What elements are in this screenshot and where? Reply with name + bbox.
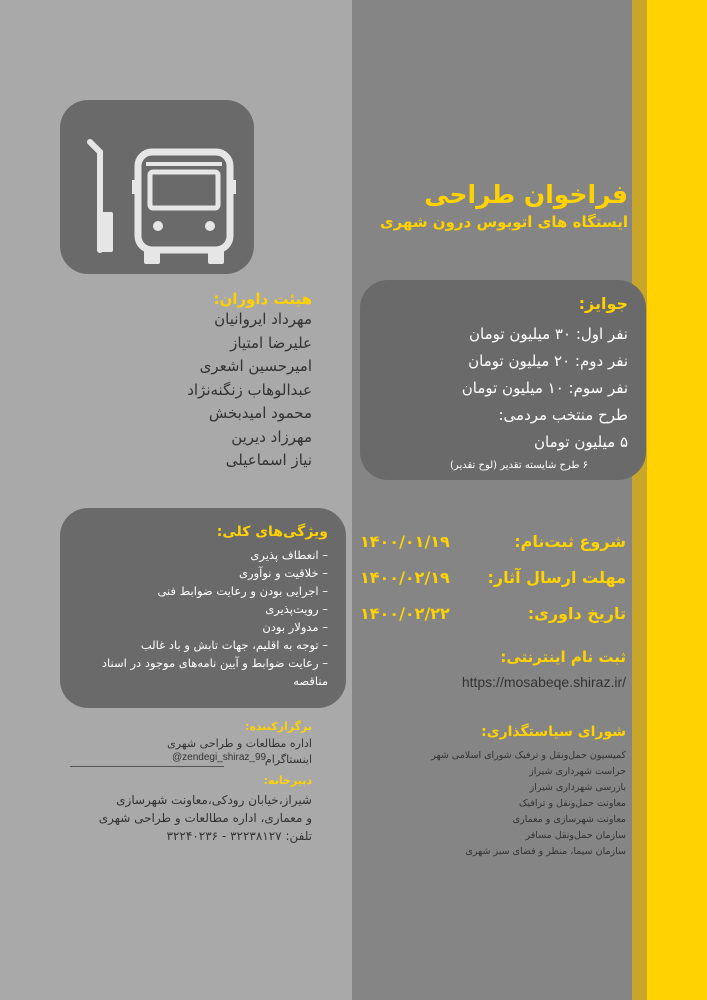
judge-name: مهرداد ایروانیان xyxy=(214,310,312,328)
organizer-line2: اینستاگرام xyxy=(264,753,312,766)
judges-heading: هیئت داوران: xyxy=(213,290,312,308)
council-item: معاونت حمل‌ونقل و ترافیک xyxy=(518,798,626,809)
dates-block xyxy=(360,524,626,632)
instagram-underline xyxy=(70,766,224,767)
prize-item: نفر سوم: ۱۰ میلیون تومان xyxy=(461,379,628,397)
judges-block xyxy=(90,290,312,473)
date-row xyxy=(360,596,626,632)
council-item: حراست شهرداری شیراز xyxy=(529,766,626,777)
date-value: ۱۴۰۰/۰۱/۱۹ xyxy=(360,532,450,551)
prize-item: نفر اول: ۳۰ میلیون تومان xyxy=(469,325,628,343)
prizes-heading: جوایز: xyxy=(578,294,628,313)
secretariat-heading: دبیرخانه: xyxy=(263,774,312,787)
secretariat-block xyxy=(70,774,312,843)
registration-url[interactable]: https://mosabeqe.shiraz.ir/ xyxy=(461,674,626,690)
prize-item: طرح منتخب مردمی: xyxy=(498,406,628,424)
judge-name: مهرزاد دیرین xyxy=(231,427,312,446)
feature-item: – رویت‌پذیری xyxy=(265,602,328,616)
date-value: ۱۴۰۰/۰۲/۱۹ xyxy=(360,568,450,587)
prize-item: ۵ میلیون تومان xyxy=(534,433,628,451)
judge-name: امیرحسین اشعری xyxy=(199,357,312,375)
date-label: شروع ثبت‌نام: xyxy=(514,532,626,551)
council-block xyxy=(372,724,626,860)
bus-icon-box xyxy=(60,100,254,274)
prize-list xyxy=(374,321,628,456)
organizer-heading: برگزارکننده: xyxy=(245,720,312,733)
council-item: کمیسیون حمل‌ونقل و ترفیک شورای اسلامی شهر xyxy=(431,750,626,761)
main-title: فراخوان طراحی xyxy=(424,180,628,209)
date-label: تاریخ داوری: xyxy=(527,604,626,623)
features-box xyxy=(60,508,346,708)
judge-name: محمود امیدبخش xyxy=(208,404,312,422)
feature-item: – انعطاف پذیری xyxy=(250,548,328,562)
judge-list xyxy=(90,308,312,473)
council-list xyxy=(372,748,626,860)
date-row xyxy=(360,524,626,560)
council-item: سازمان حمل‌ونقل مسافر xyxy=(525,830,626,841)
date-row xyxy=(360,560,626,596)
organizer-block xyxy=(70,720,312,767)
feature-item: – رعایت ضوابط و آیین نامه‌های موجود در اسناد مناقصه xyxy=(101,656,328,688)
judge-name: عبدالوهاب زنگنه‌نژاد xyxy=(187,380,312,399)
gold-stripe xyxy=(632,0,647,1000)
organizer-instagram[interactable]: @zendegi_shiraz_99 xyxy=(172,752,267,763)
feature-list xyxy=(70,546,328,690)
yellow-stripe xyxy=(647,0,707,1000)
prizes-box xyxy=(360,280,646,480)
judge-name: علیرضا امتیاز xyxy=(230,333,312,352)
council-heading: شورای سیاستگذاری: xyxy=(481,724,626,740)
council-item: سازمان سیما، منظر و فضای سبز شهری xyxy=(465,846,626,857)
bus-stop-icon xyxy=(60,100,254,274)
feature-item: – توجه به اقلیم، جهات تابش و باد غالب xyxy=(140,638,328,652)
feature-item: – مدولار بودن xyxy=(262,620,328,634)
sub-title: ایستگاه های اتوبوس درون شهری xyxy=(379,213,628,231)
features-heading: ویژگی‌های کلی: xyxy=(216,524,328,540)
date-label: مهلت ارسال آثار: xyxy=(487,568,626,587)
feature-item: – خلاقیت و نوآوری xyxy=(239,566,328,580)
feature-item: – اجرایی بودن و رعایت ضوابط فنی xyxy=(157,584,328,598)
council-item: معاونت شهرسازی و معماری xyxy=(512,814,626,825)
secretariat-phone: تلفن: ۳۲۲۳۸۱۲۷ - ۳۲۲۴۰۲۳۶ xyxy=(166,829,312,843)
council-item: بازرسی شهرداری شیراز xyxy=(529,782,626,793)
judge-name: نیاز اسماعیلی xyxy=(225,451,312,469)
title-block xyxy=(360,180,628,231)
prizes-note: ۶ طرح شایسته تقدیر (لوح تقدیر) xyxy=(450,460,588,471)
prize-item: نفر دوم: ۲۰ میلیون تومان xyxy=(468,352,628,370)
organizer-line1: اداره مطالعات و طراحی شهری xyxy=(167,737,312,750)
registration-block xyxy=(360,648,626,690)
secretariat-line2: و معماری، اداره مطالعات و طراحی شهری xyxy=(98,811,312,825)
date-value: ۱۴۰۰/۰۲/۲۲ xyxy=(360,604,450,623)
date-list xyxy=(360,524,626,632)
secretariat-line1: شیراز،خیابان رودکی،معاونت شهرسازی xyxy=(116,793,312,807)
registration-heading: ثبت نام اینترنتی: xyxy=(500,648,626,666)
